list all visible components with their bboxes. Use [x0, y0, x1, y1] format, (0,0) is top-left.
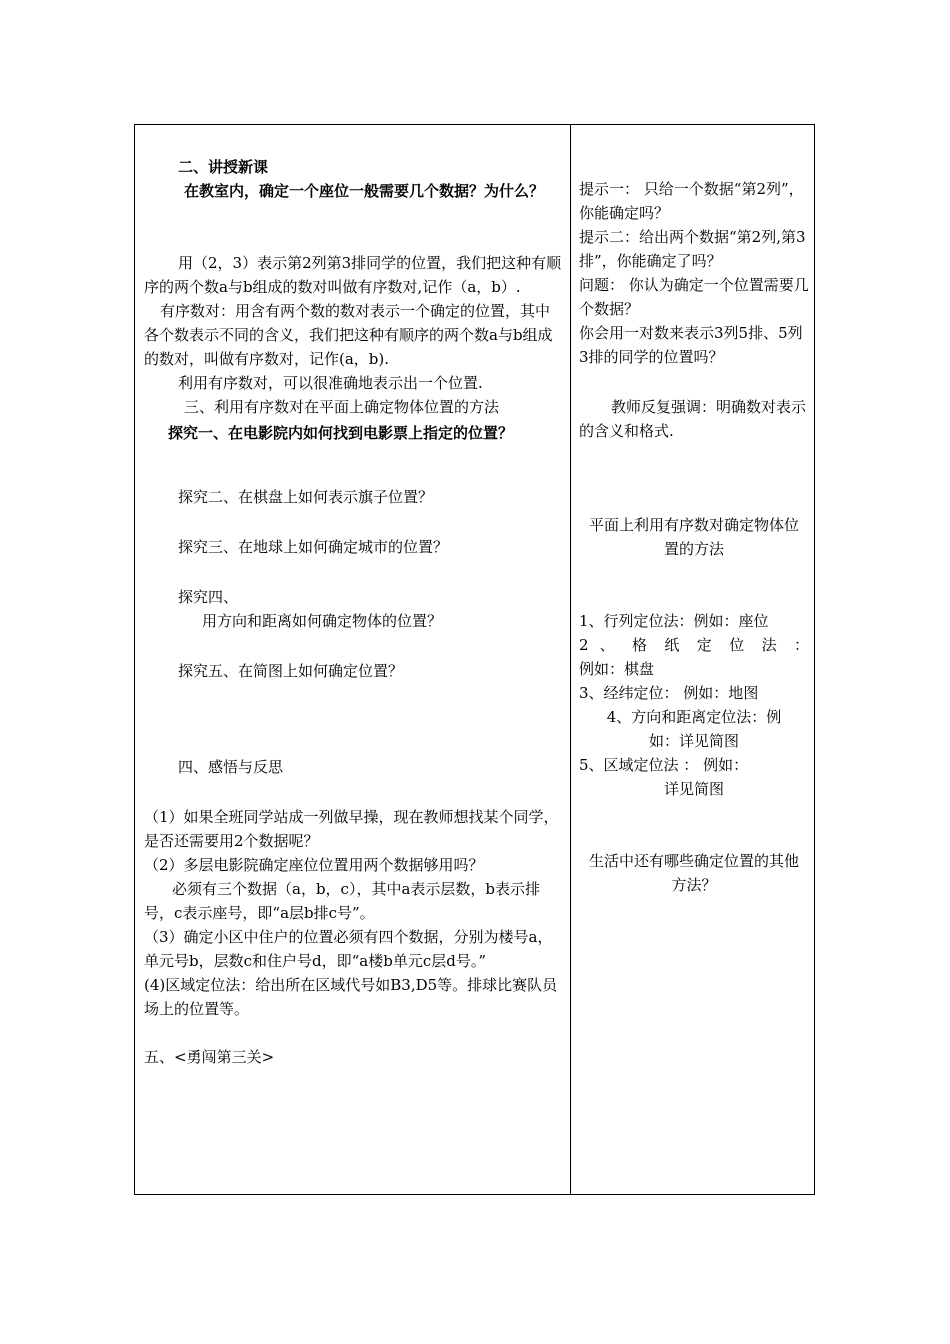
spacer	[144, 559, 562, 585]
hint-2: 提示二：给出两个数据“第2列,第3排”，你能确定了吗？	[579, 228, 806, 270]
spacer	[144, 683, 562, 755]
method-4-line-2: 如：详见简图	[648, 732, 739, 750]
lesson-table	[134, 124, 815, 1195]
question-pairs: 你会用一对数来表示3列5排、5列3排的同学的位置吗？	[579, 324, 803, 366]
explore-4-title: 探究四、	[178, 588, 239, 606]
spacer	[579, 369, 809, 395]
method-5-line-2: 详见简图	[663, 780, 724, 798]
method-2-line-1: 2 、 格 纸 定 位 法 ：	[579, 636, 809, 654]
reflection-1: （1）如果全班同学站成一列做早操，现在教师想找某个同学，是否还需要用2个数据呢？	[144, 808, 559, 850]
reflection-2: （2）多层电影院确定座位位置用两个数据够用吗？	[144, 856, 484, 874]
method-3: 3、经纬定位： 例如：地图	[579, 684, 759, 702]
hint-1: 提示一： 只给一个数据“第2列”，你能确定吗？	[579, 180, 804, 222]
reflection-2-answer: 必须有三个数据（a，b，c），其中a表示层数，b表示排号，c表示座号，即“a层b排c号”。	[144, 880, 540, 922]
paragraph-ordered-pair-intro: 用（2，3）表示第2列第3排同学的位置，我们把这种有顺序的两个数a与b组成的数对叫做有序数对,记作（a，b）.	[144, 254, 562, 296]
column-divider	[570, 125, 571, 1194]
question-1: 在教室内，确定一个座位一般需要几个数据？为什么？	[184, 182, 545, 200]
question-positions: 问题： 你认为确定一个位置需要几个数据？	[579, 276, 809, 318]
section-2-title: 二、讲授新课	[178, 158, 269, 176]
final-question: 生活中还有哪些确定位置的其他方法？	[588, 852, 799, 894]
method-2-line-2: 例如：棋盘	[579, 660, 655, 678]
left-column	[144, 155, 562, 1069]
spacer	[579, 443, 809, 513]
paragraph-ordered-pair-use: 利用有序数对，可以很准确地表示出一个位置.	[178, 374, 483, 392]
explore-3: 探究三、在地球上如何确定城市的位置？	[178, 538, 449, 556]
section-3-title: 三、利用有序数对在平面上确定物体位置的方法	[184, 398, 500, 416]
teacher-note: 教师反复强调：明确数对表示的含义和格式.	[579, 398, 807, 440]
reflection-3: （3）确定小区中住户的位置必须有四个数据，分别为楼号a，单元号b，层数c和住户号d，即“a楼b单元c层d号。”	[144, 928, 553, 970]
methods-title: 平面上利用有序数对确定物体位置的方法	[588, 516, 799, 558]
explore-2: 探究二、在棋盘上如何表示旗子位置？	[178, 488, 434, 506]
method-1: 1、行列定位法：例如：座位	[579, 612, 769, 630]
right-column	[579, 177, 809, 897]
explore-4-body: 用方向和距离如何确定物体的位置？	[202, 612, 443, 630]
spacer	[144, 445, 562, 485]
spacer	[144, 1021, 562, 1045]
section-5-title: 五、<勇闯第三关>	[144, 1048, 275, 1066]
method-5-line-1: 5、区域定位法 ： 例如：	[579, 756, 749, 774]
explore-5: 探究五、在简图上如何确定位置？	[178, 662, 404, 680]
spacer	[144, 203, 562, 251]
method-4-line-1: 4、方向和距离定位法：例	[606, 708, 782, 726]
spacer	[579, 801, 809, 849]
spacer	[144, 779, 562, 805]
explore-1: 探究一、在电影院内如何找到电影票上指定的位置？	[168, 424, 514, 442]
reflection-4: (4)区域定位法：给出所在区域代号如B3,D5等。排球比赛队员场上的位置等。	[144, 976, 558, 1018]
spacer	[144, 509, 562, 535]
section-4-title: 四、感悟与反思	[178, 758, 284, 776]
spacer	[144, 633, 562, 659]
spacer	[579, 561, 809, 609]
paragraph-ordered-pair-definition: 有序数对：用含有两个数的数对表示一个确定的位置，其中各个数表示不同的含义，我们把这种有顺序的两个数a与b组成的数对，叫做有序数对，记作(a，b).	[144, 302, 553, 368]
